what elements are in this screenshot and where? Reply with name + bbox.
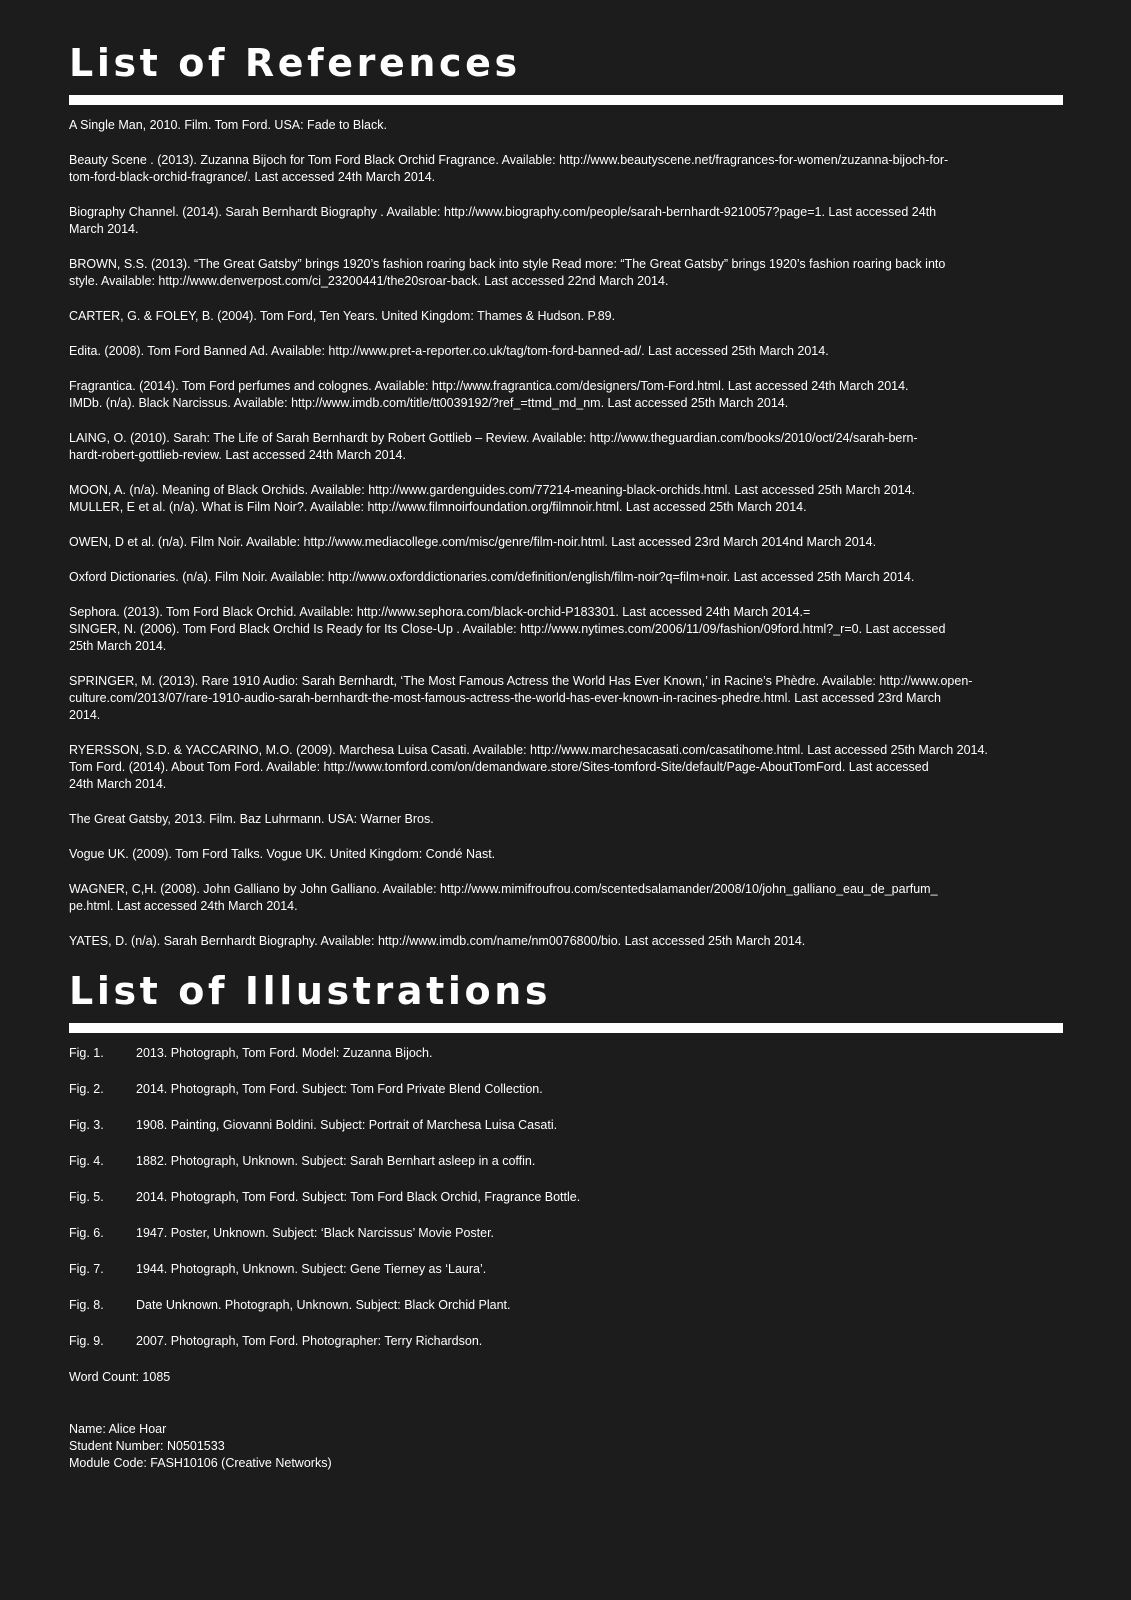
reference-line: BROWN, S.S. (2013). “The Great Gatsby” brings 1920’s fashion roaring back into style Read more: “The Great Gatsby” brings 1920’s fashion roaring back into — [69, 257, 946, 271]
figure-entry — [69, 1117, 1063, 1153]
figure-number: Fig. 9. — [69, 1334, 104, 1348]
reference-line: MULLER, E et al. (n/a). What is Film Noir?. Available: http://www.filmnoirfoundation.org/filmnoir.html. Last accessed 25th March 2014. — [69, 500, 807, 514]
module-code: Module Code: FASH10106 (Creative Networks) — [69, 1456, 332, 1470]
reference-line: 2014. — [69, 708, 101, 722]
figure-description: 1944. Photograph, Unknown. Subject: Gene Tierney as ‘Laura’. — [136, 1262, 487, 1276]
reference-line: SINGER, N. (2006). Tom Ford Black Orchid Is Ready for Its Close-Up . Available: http://www.nytimes.com/2006/11/09/fashion/09ford.html?_r=0. Last accessed — [69, 622, 946, 636]
figure-entry — [69, 1261, 1063, 1297]
reference-line: Tom Ford. (2014). About Tom Ford. Available: http://www.tomford.com/on/demandware.store/Sites-tomford-Site/default/Page-AboutTomFord. Last accessed — [69, 760, 929, 774]
reference-entry — [69, 430, 1063, 464]
reference-line: A Single Man, 2010. Film. Tom Ford. USA: Fade to Black. — [69, 118, 387, 132]
references-heading: List of References — [69, 41, 521, 85]
figure-description: 2014. Photograph, Tom Ford. Subject: Tom Ford Private Blend Collection. — [136, 1082, 543, 1096]
illustrations-list — [69, 1045, 1063, 1369]
reference-line: SPRINGER, M. (2013). Rare 1910 Audio: Sarah Bernhardt, ‘The Most Famous Actress the World Has Ever Known,’ in Racine’s Phèdre. Available: http://www.open- — [69, 674, 973, 688]
reference-entry — [69, 378, 1063, 412]
illustrations-heading: List of Illustrations — [69, 969, 552, 1013]
figure-entry — [69, 1045, 1063, 1081]
reference-line: Biography Channel. (2014). Sarah Bernhardt Biography . Available: http://www.biography.com/people/sarah-bernhardt-9210057?page=1. Last accessed 24th — [69, 205, 937, 219]
figure-number: Fig. 1. — [69, 1046, 104, 1060]
reference-line: pe.html. Last accessed 24th March 2014. — [69, 899, 298, 913]
reference-entry — [69, 673, 1063, 724]
figure-number: Fig. 4. — [69, 1154, 104, 1168]
figure-number: Fig. 5. — [69, 1190, 104, 1204]
student-name: Name: Alice Hoar — [69, 1422, 167, 1436]
reference-entry — [69, 482, 1063, 516]
figure-description: 1908. Painting, Giovanni Boldini. Subject: Portrait of Marchesa Luisa Casati. — [136, 1118, 558, 1132]
figure-description: Date Unknown. Photograph, Unknown. Subject: Black Orchid Plant. — [136, 1298, 511, 1312]
reference-line: style. Available: http://www.denverpost.com/ci_23200441/the20sroar-back. Last accessed 22nd March 2014. — [69, 274, 669, 288]
reference-line: Fragrantica. (2014). Tom Ford perfumes and colognes. Available: http://www.fragrantica.com/designers/Tom-Ford.html. Last accessed 24th March 2014. — [69, 379, 909, 393]
reference-entry — [69, 117, 1063, 134]
reference-entry — [69, 742, 1063, 793]
student-number: Student Number: N0501533 — [69, 1439, 225, 1453]
footer — [69, 1369, 1063, 1472]
reference-line: IMDb. (n/a). Black Narcissus. Available: http://www.imdb.com/title/tt0039192/?ref_=ttmd_md_nm. Last accessed 25th March 2014. — [69, 396, 789, 410]
figure-number: Fig. 2. — [69, 1082, 104, 1096]
reference-entry — [69, 811, 1063, 828]
reference-line: OWEN, D et al. (n/a). Film Noir. Available: http://www.mediacollege.com/misc/genre/film-noir.html. Last accessed 23rd March 2014nd March 2014. — [69, 535, 877, 549]
reference-line: CARTER, G. & FOLEY, B. (2004). Tom Ford, Ten Years. United Kingdom: Thames & Hudson. P.89. — [69, 309, 616, 323]
reference-entry — [69, 604, 1063, 655]
reference-line: tom-ford-black-orchid-fragrance/. Last accessed 24th March 2014. — [69, 170, 436, 184]
reference-line: WAGNER, C,H. (2008). John Galliano by John Galliano. Available: http://www.mimifroufrou.com/scentedsalamander/2008/10/john_galliano_eau_de_parfum_ — [69, 882, 938, 896]
reference-line: 24th March 2014. — [69, 777, 167, 791]
figure-description: 2013. Photograph, Tom Ford. Model: Zuzanna Bijoch. — [136, 1046, 433, 1060]
reference-line: Beauty Scene . (2013). Zuzanna Bijoch for Tom Ford Black Orchid Fragrance. Available: http://www.beautyscene.net/fragrances-for-women/zuzanna-bijoch-for- — [69, 153, 949, 167]
reference-line: MOON, A. (n/a). Meaning of Black Orchids. Available: http://www.gardenguides.com/77214-meaning-black-orchids.html. Last accessed 25th March 2014. — [69, 483, 916, 497]
reference-line: March 2014. — [69, 222, 139, 236]
reference-entry — [69, 933, 1063, 950]
figure-number: Fig. 6. — [69, 1226, 104, 1240]
reference-entry — [69, 343, 1063, 360]
student-info — [69, 1421, 1063, 1472]
figure-number: Fig. 7. — [69, 1262, 104, 1276]
references-list — [69, 117, 1063, 950]
figure-description: 2014. Photograph, Tom Ford. Subject: Tom Ford Black Orchid, Fragrance Bottle. — [136, 1190, 581, 1204]
figure-entry — [69, 1297, 1063, 1333]
figure-entry — [69, 1333, 1063, 1369]
figure-entry — [69, 1225, 1063, 1261]
references-divider — [69, 95, 1063, 105]
illustrations-divider — [69, 1023, 1063, 1033]
reference-entry — [69, 308, 1063, 325]
document-page — [69, 40, 1063, 1472]
reference-line: Edita. (2008). Tom Ford Banned Ad. Available: http://www.pret-a-reporter.co.uk/tag/tom-ford-banned-ad/. Last accessed 25th March 2014. — [69, 344, 829, 358]
figure-entry — [69, 1189, 1063, 1225]
reference-line: YATES, D. (n/a). Sarah Bernhardt Biography. Available: http://www.imdb.com/name/nm0076800/bio. Last accessed 25th March 2014. — [69, 934, 806, 948]
reference-line: 25th March 2014. — [69, 639, 167, 653]
figure-number: Fig. 8. — [69, 1298, 104, 1312]
reference-entry — [69, 152, 1063, 186]
reference-entry — [69, 881, 1063, 915]
figure-description: 2007. Photograph, Tom Ford. Photographer: Terry Richardson. — [136, 1334, 483, 1348]
reference-line: culture.com/2013/07/rare-1910-audio-sarah-bernhardt-the-most-famous-actress-the-world-has-ever-known-in-racines-phedre.html. Last accessed 23rd March — [69, 691, 941, 705]
reference-line: hardt-robert-gottlieb-review. Last accessed 24th March 2014. — [69, 448, 406, 462]
reference-entry — [69, 256, 1063, 290]
figure-entry — [69, 1081, 1063, 1117]
figure-number: Fig. 3. — [69, 1118, 104, 1132]
reference-entry — [69, 569, 1063, 586]
reference-line: Vogue UK. (2009). Tom Ford Talks. Vogue UK. United Kingdom: Condé Nast. — [69, 847, 496, 861]
reference-line: LAING, O. (2010). Sarah: The Life of Sarah Bernhardt by Robert Gottlieb – Review. Available: http://www.theguardian.com/books/2010/oct/24/sarah-bern- — [69, 431, 918, 445]
reference-entry — [69, 846, 1063, 863]
reference-entry — [69, 204, 1063, 238]
figure-description: 1882. Photograph, Unknown. Subject: Sarah Bernhart asleep in a coffin. — [136, 1154, 536, 1168]
reference-entry — [69, 534, 1063, 551]
figure-entry — [69, 1153, 1063, 1189]
reference-line: The Great Gatsby, 2013. Film. Baz Luhrmann. USA: Warner Bros. — [69, 812, 434, 826]
reference-line: RYERSSON, S.D. & YACCARINO, M.O. (2009). Marchesa Luisa Casati. Available: http://www.marchesacasati.com/casatihome.html. Last accessed 25th March 2014. — [69, 743, 988, 757]
figure-description: 1947. Poster, Unknown. Subject: ‘Black Narcissus’ Movie Poster. — [136, 1226, 495, 1240]
reference-line: Oxford Dictionaries. (n/a). Film Noir. Available: http://www.oxforddictionaries.com/definition/english/film-noir?q=film+noir. Last accessed 25th March 2014. — [69, 570, 915, 584]
reference-line: Sephora. (2013). Tom Ford Black Orchid. Available: http://www.sephora.com/black-orchid-P183301. Last accessed 24th March 2014.= — [69, 605, 811, 619]
word-count: Word Count: 1085 — [69, 1370, 171, 1384]
